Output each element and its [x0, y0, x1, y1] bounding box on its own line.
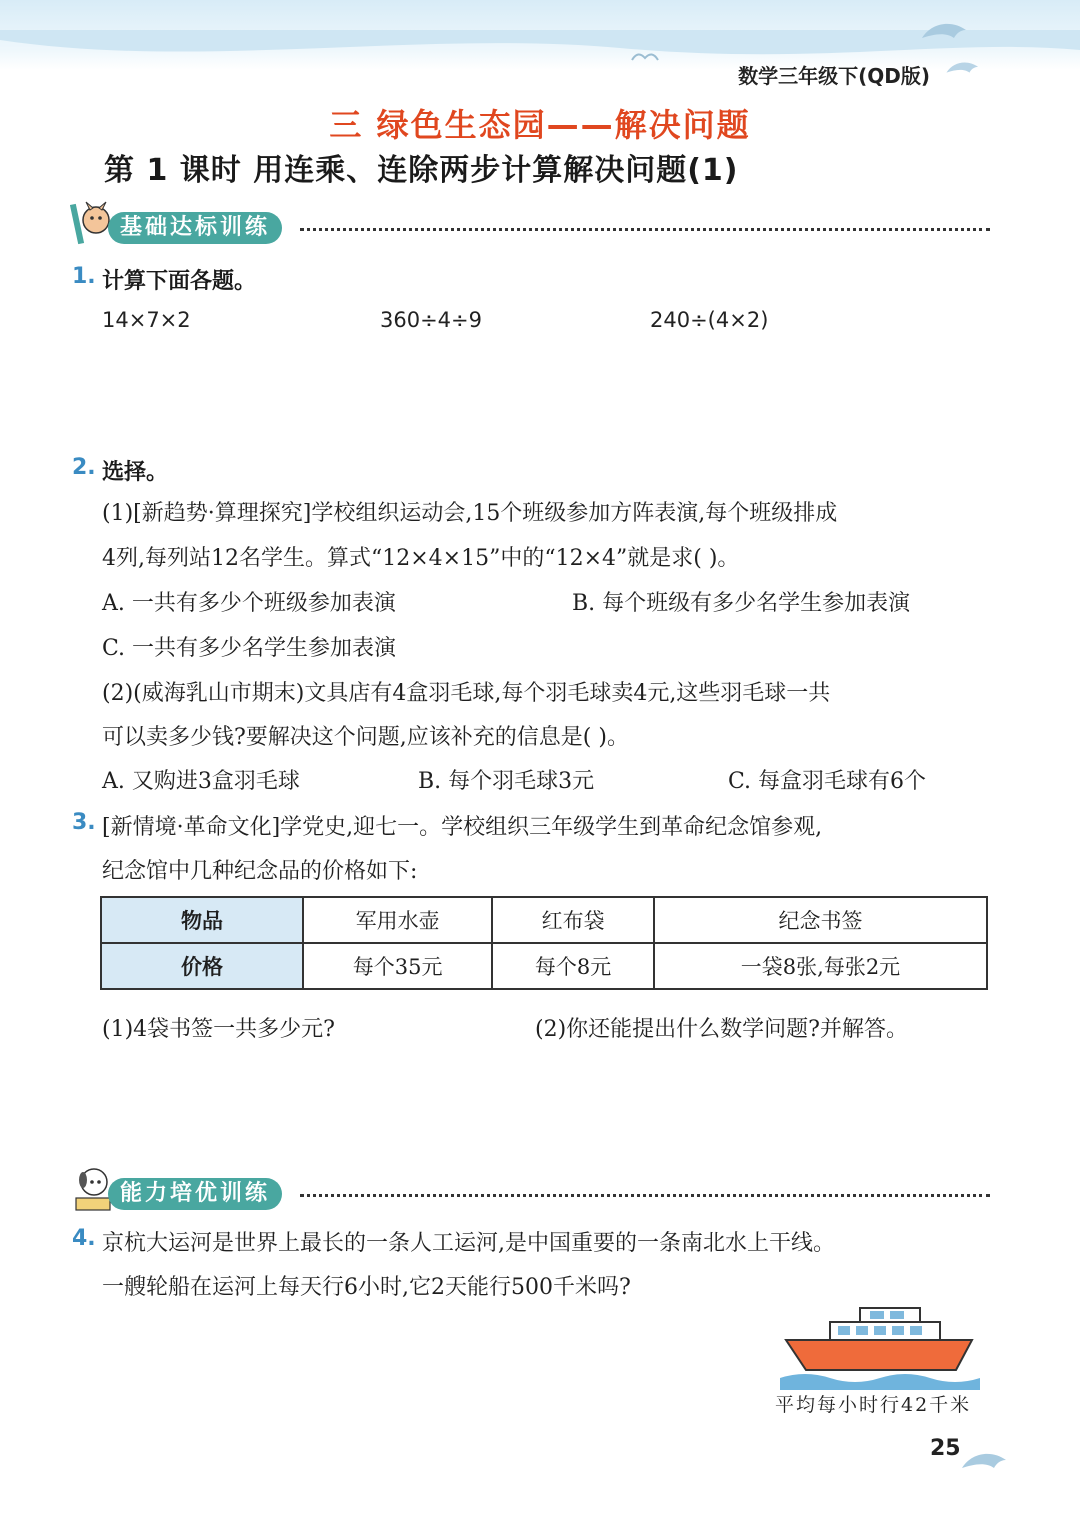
- section-badge-basic: 基础达标训练: [108, 212, 282, 244]
- q4-line1: 京杭大运河是世界上最长的一条人工运河,是中国重要的一条南北水上干线。: [102, 1231, 835, 1256]
- boat-illustration: [780, 1300, 980, 1390]
- table-cell: 价格: [101, 943, 303, 989]
- dolphin-icon: [920, 18, 970, 48]
- q2-p1-line2: 4列,每列站12名学生。算式“12×4×15”中的“12×4”就是求( )。: [102, 546, 740, 571]
- book-title: 数学三年级下(QD版): [738, 64, 930, 88]
- question-2-text: 选择。: [102, 460, 169, 485]
- dolphin-icon: [960, 1448, 1010, 1478]
- lesson-title: 第 1 课时 用连乘、连除两步计算解决问题(1): [104, 153, 739, 188]
- question-number-2: 2.: [72, 455, 96, 480]
- q2-p1-option-b: B. 每个班级有多少名学生参加表演: [572, 591, 911, 616]
- section-badge-advanced: 能力培优训练: [108, 1178, 282, 1210]
- table-cell: 红布袋: [492, 897, 654, 943]
- question-1-text: 计算下面各题。: [102, 269, 257, 294]
- q2-p1-line1: (1)[新趋势·算理探究]学校组织运动会,15个班级参加方阵表演,每个班级排成: [102, 501, 838, 526]
- table-cell: 军用水壶: [303, 897, 492, 943]
- calc-item-2: 360÷4÷9: [380, 308, 482, 332]
- calc-item-3: 240÷(4×2): [650, 308, 769, 332]
- q3-sub1: (1)4袋书签一共多少元?: [102, 1017, 335, 1042]
- calc-item-1: 14×7×2: [102, 308, 191, 332]
- q4-line2: 一艘轮船在运河上每天行6小时,它2天能行500千米吗?: [102, 1275, 631, 1300]
- question-number-4: 4.: [72, 1226, 96, 1251]
- q2-p1-option-c: C. 一共有多少名学生参加表演: [102, 636, 397, 661]
- q2-p2-line2: 可以卖多少钱?要解决这个问题,应该补充的信息是( )。: [102, 725, 629, 750]
- boat-caption: 平均每小时行42千米: [775, 1394, 972, 1416]
- q3-sub2: (2)你还能提出什么数学问题?并解答。: [535, 1017, 908, 1042]
- question-number-1: 1.: [72, 264, 96, 289]
- table-cell: 每个35元: [303, 943, 492, 989]
- page-number: 25: [930, 1436, 961, 1461]
- dotted-divider: [300, 1194, 990, 1197]
- q3-line2: 纪念馆中几种纪念品的价格如下:: [102, 859, 418, 884]
- q2-p2-option-c: C. 每盒羽毛球有6个: [728, 769, 927, 794]
- table-row: [101, 943, 987, 989]
- table-row: [101, 897, 987, 943]
- q2-p2-option-b: B. 每个羽毛球3元: [418, 769, 595, 794]
- table-cell: 每个8元: [492, 943, 654, 989]
- chapter-title: 三 绿色生态园——解决问题: [329, 106, 751, 144]
- q3-line1: [新情境·革命文化]学党史,迎七一。学校组织三年级学生到革命纪念馆参观,: [102, 815, 823, 840]
- dolphin-icon: [945, 58, 981, 80]
- section-header-advanced: [70, 1172, 990, 1216]
- bird-icon: [630, 48, 660, 66]
- table-cell: 一袋8张,每张2元: [654, 943, 987, 989]
- question-number-3: 3.: [72, 810, 96, 835]
- price-table: [100, 896, 988, 990]
- dotted-divider: [300, 228, 990, 231]
- q2-p2-option-a: A. 又购进3盒羽毛球: [102, 769, 300, 794]
- section-header-basic: [70, 206, 990, 250]
- table-cell: 纪念书签: [654, 897, 987, 943]
- q2-p2-line1: (2)(威海乳山市期末)文具店有4盒羽毛球,每个羽毛球卖4元,这些羽毛球一共: [102, 681, 831, 706]
- table-cell: 物品: [101, 897, 303, 943]
- q2-p1-option-a: A. 一共有多少个班级参加表演: [102, 591, 396, 616]
